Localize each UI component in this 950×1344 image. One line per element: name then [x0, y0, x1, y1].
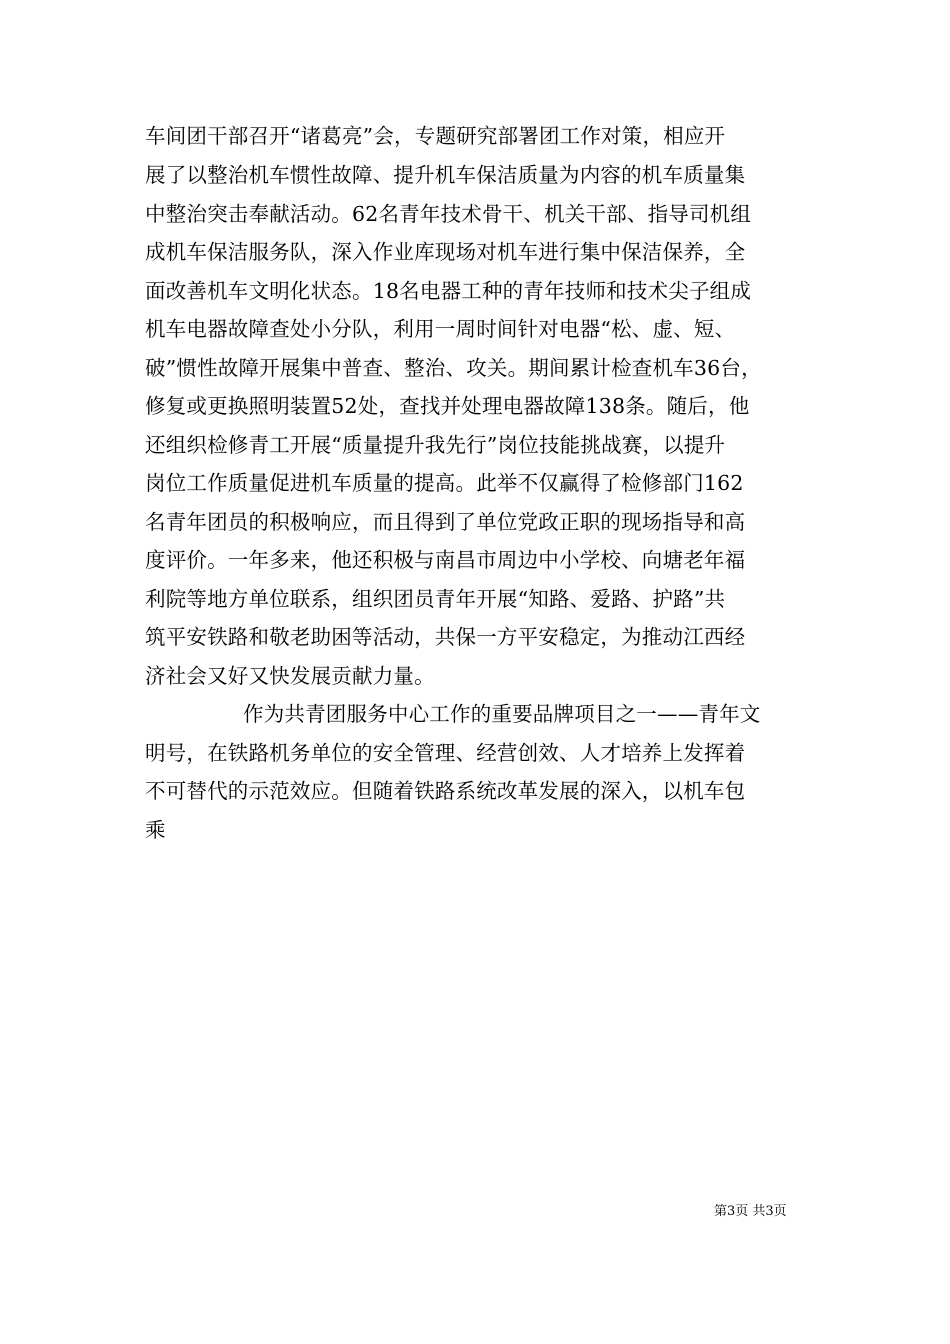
text-line: 利院等地方单位联系，组织团员青年开展“知路、爱路、护路”共	[145, 587, 726, 611]
text-line: 车间团干部召开“诸葛亮”会，专题研究部署团工作对策，相应开	[145, 124, 726, 148]
text-line: 乘	[145, 818, 166, 842]
text-line: 展了以整治机车惯性故障、提升机车保洁质量为内容的机车质量集	[145, 163, 746, 187]
text-line: 修复或更换照明装置52处，查找并处理电器故障138条。随后，他	[145, 394, 750, 418]
text-line: 名青年团员的积极响应，而且得到了单位党政正职的现场指导和高	[145, 510, 746, 534]
text-line: 度评价。一年多来，他还积极与南昌市周边中小学校、向塘老年福	[145, 548, 746, 572]
text-line: 面改善机车文明化状态。18名电器工种的青年技师和技术尖子组成	[145, 279, 752, 303]
text-line: 中整治突击奉献活动。62名青年技术骨干、机关干部、指导司机组	[145, 202, 752, 226]
text-line: 明号，在铁路机务单位的安全管理、经营创效、人才培养上发挥着	[145, 741, 746, 765]
text-line: 破”惯性故障开展集中普查、整治、攻关。期间累计检查机车36台，	[145, 356, 762, 380]
text-line: 作为共青团服务中心工作的重要品牌项目之一——青年文	[243, 702, 761, 726]
text-line: 还组织检修青工开展“质量提升我先行”岗位技能挑战赛，以提升	[145, 433, 726, 457]
text-line: 济社会又好又快发展贡献力量。	[145, 664, 435, 688]
text-line: 筑平安铁路和敬老助困等活动，共保一方平安稳定，为推动江西经	[145, 625, 746, 649]
text-line: 岗位工作质量促进机车质量的提高。此举不仅赢得了检修部门162	[145, 471, 744, 495]
text-line: 机车电器故障查处小分队，利用一周时间针对电器“松、虚、短、	[145, 317, 736, 341]
text-line: 不可替代的示范效应。但随着铁路系统改革发展的深入，以机车包	[145, 779, 746, 803]
text-line: 成机车保洁服务队，深入作业库现场对机车进行集中保洁保养，全	[145, 240, 746, 264]
page-number-footer: 第3页 共3页	[714, 1204, 787, 1219]
